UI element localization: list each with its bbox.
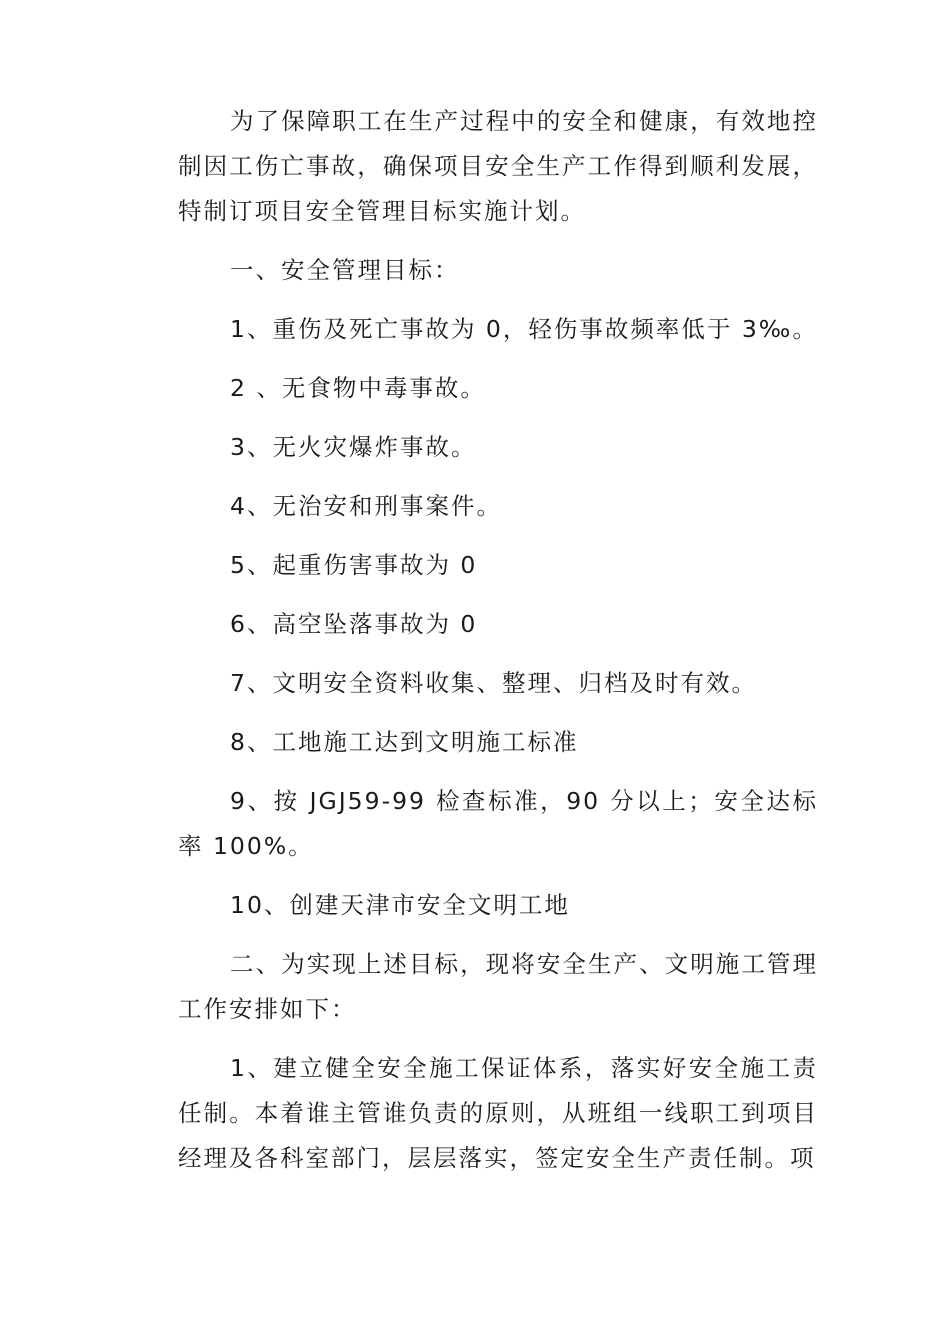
goal-item-1: 1、重伤及死亡事故为 0，轻伤事故频率低于 3‰。 xyxy=(230,315,818,343)
arrangement-item-1: 1、建立健全安全施工保证体系，落实好安全施工责任制。本着谁主管谁负责的原则，从班组一线职工到项目经理及各科室部门，层层落实，签定安全生产责任制。项 xyxy=(178,1054,818,1172)
goal-item-7: 7、文明安全资料收集、整理、归档及时有效。 xyxy=(230,669,757,697)
goal-item-9: 9、按 JGJ59-99 检查标准，90 分以上；安全达标率 100%。 xyxy=(178,787,818,860)
intro-paragraph: 为了保障职工在生产过程中的安全和健康，有效地控制因工伤亡事故，确保项目安全生产工作得到顺利发展，特制订项目安全管理目标实施计划。 xyxy=(178,107,818,225)
goal-item-4: 4、无治安和刑事案件。 xyxy=(230,492,502,520)
goal-item-2: 2 、无食物中毒事故。 xyxy=(230,374,486,402)
goal-item-6: 6、高空坠落事故为 0 xyxy=(230,610,478,638)
goal-item-8: 8、工地施工达到文明施工标准 xyxy=(230,728,579,756)
goal-item-5: 5、起重伤害事故为 0 xyxy=(230,551,478,579)
section-heading-arrangements: 二、为实现上述目标，现将安全生产、文明施工管理工作安排如下： xyxy=(178,950,818,1023)
document-body xyxy=(178,94,818,1186)
goal-item-10: 10、创建天津市安全文明工地 xyxy=(230,891,570,919)
section-heading-goals: 一、安全管理目标： xyxy=(230,256,460,284)
goal-item-3: 3、无火灾爆炸事故。 xyxy=(230,433,477,461)
